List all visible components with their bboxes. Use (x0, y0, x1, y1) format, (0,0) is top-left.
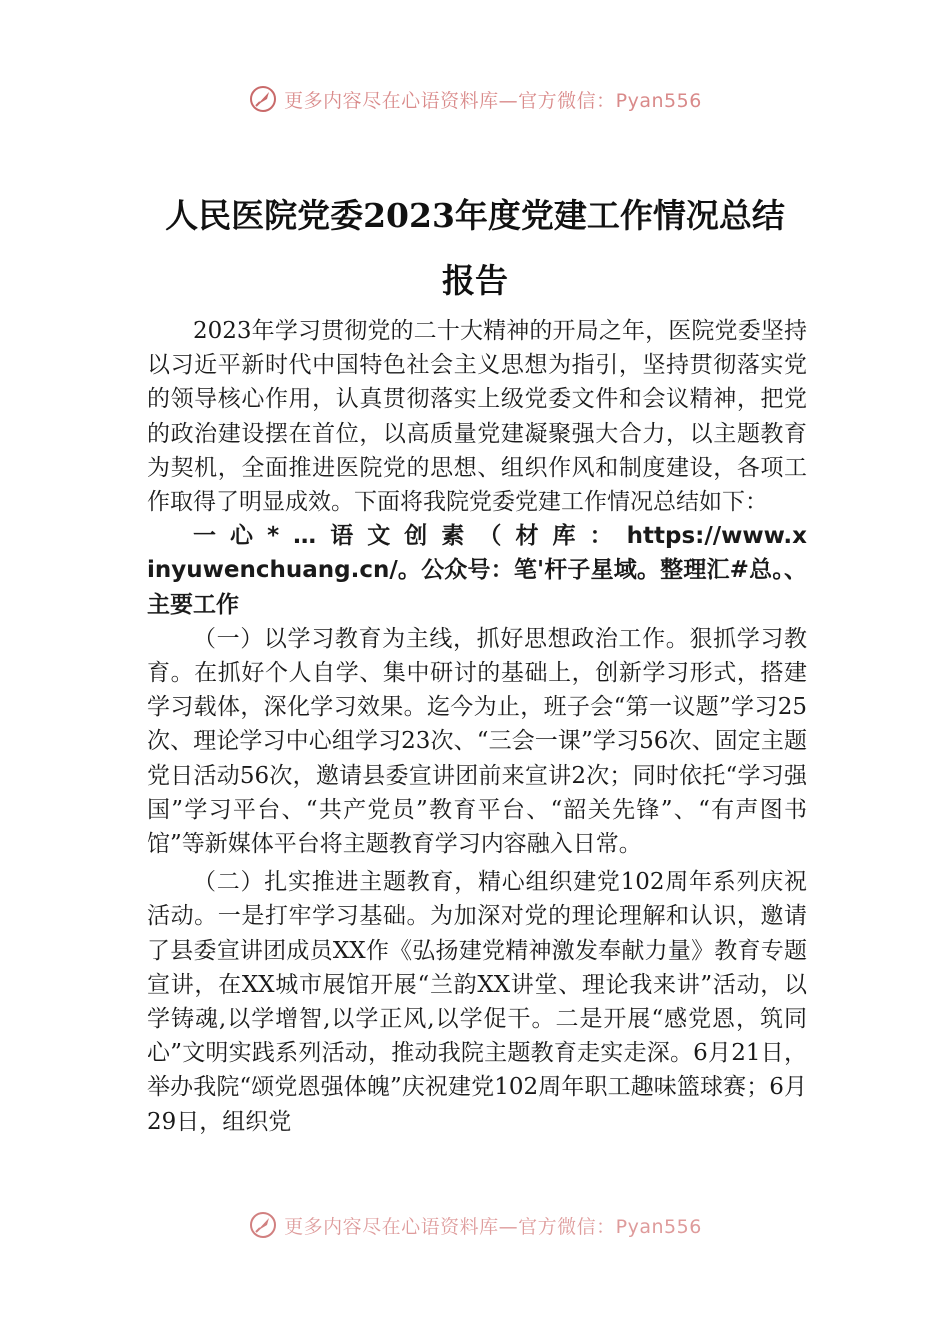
quill-logo-icon (248, 1210, 278, 1240)
section-heading (147, 519, 807, 622)
document-title-line1: 人民医院党委2023年度党建工作情况总结 (165, 196, 785, 235)
section-heading-url: https://www.xinyuwenchuang.cn/。公众号：笔'杆子星域。整理汇#总。、主要工作 (147, 523, 807, 618)
intro-paragraph: 2023年学习贯彻党的二十大精神的开局之年，医院党委坚持以习近平新时代中国特色社会主义思想为指引，坚持贯彻落实党的领导核心作用，认真贯彻落实上级党委文件和会议精神，把党的政治建设摆在首位，以高质量党建凝聚强大合力，以主题教育为契机，全面推进医院党的思想、组织作风和制度建设，各项工作取得了明显成效。下面将我院党委党建工作情况总结如下： (147, 318, 807, 516)
body-paragraph-1: （一）以学习教育为主线，抓好思想政治工作。狠抓学习教育。在抓好个人自学、集中研讨的基础上，创新学习形式，搭建学习载体，深化学习效果。迄今为止，班子会“第一议题”学习25次、理论学习中心组学习23次、“三会一课”学习56次、固定主题党日活动56次，邀请县委宣讲团前来宣讲2次；同时依托“学习强国”学习平台、“共产党员”教育平台、“韶关先锋”、“有声图书馆”等新媒体平台将主题教育学习内容融入日常。 (147, 625, 807, 858)
document-title-line2: 报告 (442, 261, 508, 300)
section-heading-label: 一心*…语文创素（材库： (193, 523, 627, 550)
watermark-footer (0, 1210, 950, 1240)
watermark-header (0, 84, 950, 114)
watermark-text: 更多内容尽在心语资料库—官方微信：Pyan556 (284, 1215, 702, 1238)
body-paragraph-2: （二）扎实推进主题教育，精心组织建党102周年系列庆祝活动。一是打牢学习基础。为加深对党的理论理解和认识，邀请了县委宣讲团成员XX作《弘扬建党精神激发奉献力量》教育专题宣讲，在XX城市展馆开展“兰韵XX讲堂、理论我来讲”活动，以学铸魂,以学增智,以学正风,以学促干。二是开展“感党恩，筑同心”文明实践系列活动，推动我院主题教育走实走深。6月21日，举办我院“颂党恩强体魄”庆祝建党102周年职工趣味篮球赛；6月29日，组织党 (147, 869, 807, 1135)
quill-logo-icon (248, 84, 278, 114)
watermark-text: 更多内容尽在心语资料库—官方微信：Pyan556 (284, 89, 702, 112)
document-body (147, 314, 807, 1139)
